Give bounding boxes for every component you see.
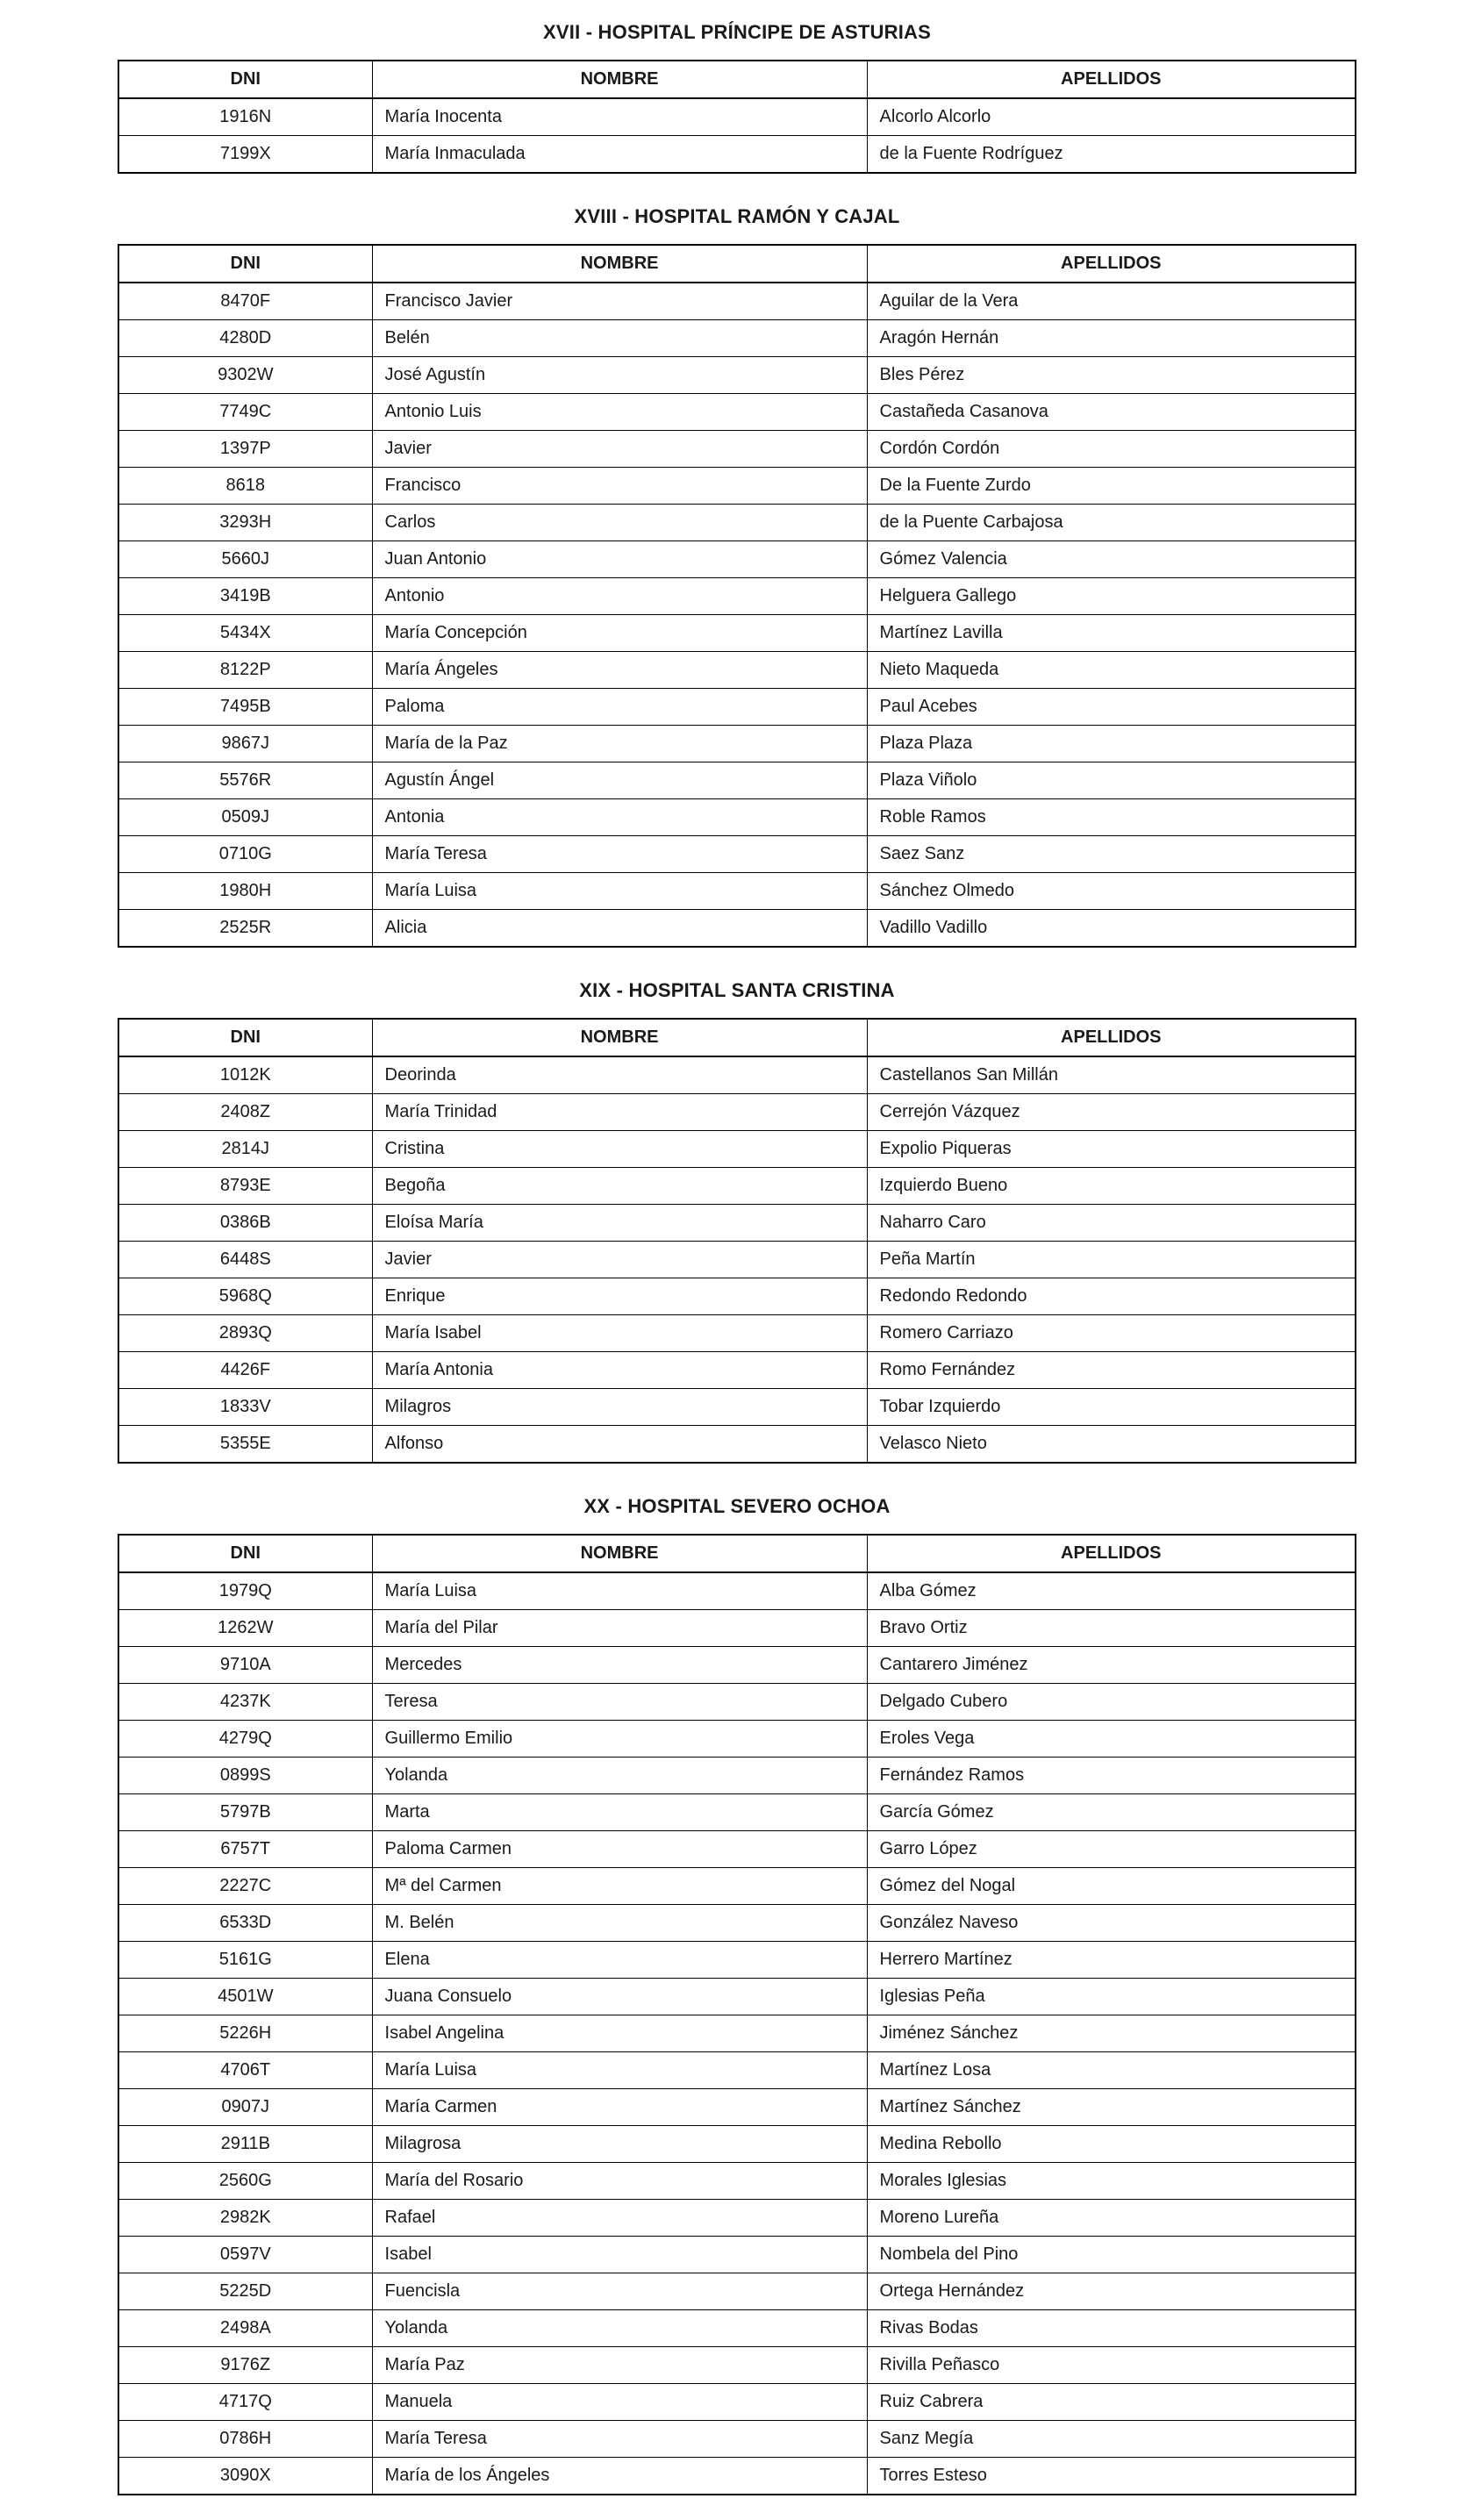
cell-dni: 1012K	[118, 1056, 372, 1094]
table-row	[118, 1352, 1356, 1389]
table-row	[118, 1794, 1356, 1831]
column-header-apellidos: APELLIDOS	[867, 61, 1356, 98]
cell-apellidos: Martínez Sánchez	[867, 2089, 1356, 2126]
cell-dni: 6448S	[118, 1242, 372, 1278]
cell-apellidos: Iglesias Peña	[867, 1979, 1356, 2015]
cell-nombre: M. Belén	[372, 1905, 867, 1942]
cell-apellidos: Ruiz Cabrera	[867, 2384, 1356, 2421]
cell-nombre: María Isabel	[372, 1315, 867, 1352]
cell-nombre: Belén	[372, 320, 867, 357]
column-header-dni: DNI	[118, 1019, 372, 1056]
cell-dni: 2408Z	[118, 1094, 372, 1131]
cell-dni: 6757T	[118, 1831, 372, 1868]
cell-nombre: Teresa	[372, 1684, 867, 1721]
cell-apellidos: Garro López	[867, 1831, 1356, 1868]
cell-nombre: Juan Antonio	[372, 541, 867, 578]
cell-dni: 4280D	[118, 320, 372, 357]
cell-apellidos: Aguilar de la Vera	[867, 283, 1356, 320]
table-row	[118, 2347, 1356, 2384]
cell-nombre: Milagros	[372, 1389, 867, 1426]
cell-nombre: Mercedes	[372, 1647, 867, 1684]
cell-dni: 9867J	[118, 726, 372, 762]
cell-dni: 5434X	[118, 615, 372, 652]
section-title: XIX - HOSPITAL SANTA CRISTINA	[579, 979, 895, 1001]
column-header-apellidos: APELLIDOS	[867, 1019, 1356, 1056]
section-title: XVIII - HOSPITAL RAMÓN Y CAJAL	[574, 205, 900, 227]
cell-apellidos: Delgado Cubero	[867, 1684, 1356, 1721]
cell-dni: 0509J	[118, 799, 372, 836]
column-header-dni: DNI	[118, 1535, 372, 1572]
cell-nombre: María Luisa	[372, 2052, 867, 2089]
hospital-section	[118, 21, 1356, 174]
table-row	[118, 689, 1356, 726]
cell-apellidos: Rivas Bodas	[867, 2310, 1356, 2347]
cell-nombre: María Luisa	[372, 873, 867, 910]
cell-apellidos: Peña Martín	[867, 1242, 1356, 1278]
cell-apellidos: Nombela del Pino	[867, 2237, 1356, 2273]
table-row	[118, 1868, 1356, 1905]
cell-nombre: Mª del Carmen	[372, 1868, 867, 1905]
table-row	[118, 320, 1356, 357]
cell-apellidos: González Naveso	[867, 1905, 1356, 1942]
table-row	[118, 2089, 1356, 2126]
table-row	[118, 652, 1356, 689]
table-row	[118, 799, 1356, 836]
cell-apellidos: Velasco Nieto	[867, 1426, 1356, 1464]
cell-dni: 2525R	[118, 910, 372, 948]
table-row	[118, 283, 1356, 320]
cell-nombre: Cristina	[372, 1131, 867, 1168]
cell-nombre: María Teresa	[372, 2421, 867, 2458]
table-row	[118, 1278, 1356, 1315]
cell-dni: 9176Z	[118, 2347, 372, 2384]
table-row	[118, 762, 1356, 799]
cell-apellidos: Paul Acebes	[867, 689, 1356, 726]
cell-nombre: María Ángeles	[372, 652, 867, 689]
cell-nombre: Isabel	[372, 2237, 867, 2273]
cell-apellidos: de la Puente Carbajosa	[867, 505, 1356, 541]
cell-apellidos: Plaza Viñolo	[867, 762, 1356, 799]
table-row	[118, 394, 1356, 431]
cell-dni: 2893Q	[118, 1315, 372, 1352]
cell-apellidos: Cantarero Jiménez	[867, 1647, 1356, 1684]
cell-apellidos: Alba Gómez	[867, 1572, 1356, 1610]
section-title: XVII - HOSPITAL PRÍNCIPE DE ASTURIAS	[543, 21, 931, 43]
header-row	[118, 1535, 1356, 1572]
cell-nombre: María de la Paz	[372, 726, 867, 762]
table-row	[118, 2015, 1356, 2052]
cell-dni: 9302W	[118, 357, 372, 394]
cell-nombre: Rafael	[372, 2200, 867, 2237]
cell-dni: 5226H	[118, 2015, 372, 2052]
document-page	[118, 0, 1356, 2520]
cell-nombre: Juana Consuelo	[372, 1979, 867, 2015]
column-header-nombre: NOMBRE	[372, 245, 867, 283]
cell-nombre: Isabel Angelina	[372, 2015, 867, 2052]
cell-dni: 5660J	[118, 541, 372, 578]
cell-nombre: Yolanda	[372, 1758, 867, 1794]
table-row	[118, 2237, 1356, 2273]
cell-nombre: María de los Ángeles	[372, 2458, 867, 2495]
table-row	[118, 1684, 1356, 1721]
cell-nombre: Javier	[372, 1242, 867, 1278]
cell-apellidos: Naharro Caro	[867, 1205, 1356, 1242]
table-row	[118, 1647, 1356, 1684]
table-row	[118, 1168, 1356, 1205]
table-row	[118, 136, 1356, 174]
cell-apellidos: Eroles Vega	[867, 1721, 1356, 1758]
cell-dni: 3090X	[118, 2458, 372, 2495]
cell-dni: 2498A	[118, 2310, 372, 2347]
table-row	[118, 1721, 1356, 1758]
table-row	[118, 2052, 1356, 2089]
table-row	[118, 2384, 1356, 2421]
column-header-dni: DNI	[118, 61, 372, 98]
cell-dni: 1980H	[118, 873, 372, 910]
cell-dni: 1397P	[118, 431, 372, 468]
cell-dni: 2560G	[118, 2163, 372, 2200]
personnel-table	[118, 1534, 1356, 2495]
cell-dni: 7749C	[118, 394, 372, 431]
cell-nombre: Manuela	[372, 2384, 867, 2421]
cell-apellidos: De la Fuente Zurdo	[867, 468, 1356, 505]
cell-apellidos: Izquierdo Bueno	[867, 1168, 1356, 1205]
column-header-apellidos: APELLIDOS	[867, 1535, 1356, 1572]
hospital-section	[118, 205, 1356, 948]
cell-nombre: María Concepción	[372, 615, 867, 652]
cell-nombre: Antonia	[372, 799, 867, 836]
cell-apellidos: Aragón Hernán	[867, 320, 1356, 357]
cell-dni: 8470F	[118, 283, 372, 320]
cell-dni: 4279Q	[118, 1721, 372, 1758]
cell-nombre: Antonio Luis	[372, 394, 867, 431]
header-row	[118, 1019, 1356, 1056]
cell-nombre: María Trinidad	[372, 1094, 867, 1131]
cell-nombre: Milagrosa	[372, 2126, 867, 2163]
cell-apellidos: de la Fuente Rodríguez	[867, 136, 1356, 174]
cell-dni: 2814J	[118, 1131, 372, 1168]
cell-dni: 4501W	[118, 1979, 372, 2015]
cell-nombre: Deorinda	[372, 1056, 867, 1094]
table-row	[118, 1572, 1356, 1610]
table-row	[118, 615, 1356, 652]
table-row	[118, 357, 1356, 394]
cell-nombre: Agustín Ángel	[372, 762, 867, 799]
cell-dni: 7495B	[118, 689, 372, 726]
table-row	[118, 2310, 1356, 2347]
table-row	[118, 1610, 1356, 1647]
table-row	[118, 1094, 1356, 1131]
table-row	[118, 2273, 1356, 2310]
cell-dni: 5968Q	[118, 1278, 372, 1315]
cell-nombre: Francisco	[372, 468, 867, 505]
cell-apellidos: Saez Sanz	[867, 836, 1356, 873]
cell-dni: 1262W	[118, 1610, 372, 1647]
cell-nombre: Eloísa María	[372, 1205, 867, 1242]
cell-apellidos: Sánchez Olmedo	[867, 873, 1356, 910]
cell-apellidos: Martínez Lavilla	[867, 615, 1356, 652]
cell-dni: 0786H	[118, 2421, 372, 2458]
column-header-apellidos: APELLIDOS	[867, 245, 1356, 283]
cell-apellidos: Tobar Izquierdo	[867, 1389, 1356, 1426]
column-header-nombre: NOMBRE	[372, 1535, 867, 1572]
table-row	[118, 2458, 1356, 2495]
cell-dni: 9710A	[118, 1647, 372, 1684]
table-row	[118, 2126, 1356, 2163]
table-row	[118, 1205, 1356, 1242]
cell-dni: 0899S	[118, 1758, 372, 1794]
table-row	[118, 1131, 1356, 1168]
cell-dni: 0597V	[118, 2237, 372, 2273]
cell-nombre: Marta	[372, 1794, 867, 1831]
cell-nombre: Antonio	[372, 578, 867, 615]
cell-nombre: María Antonia	[372, 1352, 867, 1389]
hospital-section	[118, 979, 1356, 1464]
table-row	[118, 2421, 1356, 2458]
table-row	[118, 431, 1356, 468]
section-title: XX - HOSPITAL SEVERO OCHOA	[583, 1495, 891, 1517]
cell-apellidos: Martínez Losa	[867, 2052, 1356, 2089]
cell-dni: 4717Q	[118, 2384, 372, 2421]
table-row	[118, 1315, 1356, 1352]
cell-apellidos: Cordón Cordón	[867, 431, 1356, 468]
personnel-table	[118, 1018, 1356, 1464]
cell-nombre: Alfonso	[372, 1426, 867, 1464]
table-row	[118, 1905, 1356, 1942]
cell-nombre: Yolanda	[372, 2310, 867, 2347]
cell-dni: 5161G	[118, 1942, 372, 1979]
cell-nombre: María Paz	[372, 2347, 867, 2384]
header-row	[118, 245, 1356, 283]
table-row	[118, 1758, 1356, 1794]
cell-nombre: Guillermo Emilio	[372, 1721, 867, 1758]
table-row	[118, 2200, 1356, 2237]
cell-nombre: María del Pilar	[372, 1610, 867, 1647]
table-row	[118, 2163, 1356, 2200]
cell-dni: 3293H	[118, 505, 372, 541]
cell-dni: 1916N	[118, 98, 372, 136]
cell-nombre: María Inmaculada	[372, 136, 867, 174]
cell-nombre: María del Rosario	[372, 2163, 867, 2200]
cell-nombre: Begoña	[372, 1168, 867, 1205]
cell-dni: 8793E	[118, 1168, 372, 1205]
cell-dni: 1833V	[118, 1389, 372, 1426]
cell-apellidos: Plaza Plaza	[867, 726, 1356, 762]
cell-nombre: Paloma Carmen	[372, 1831, 867, 1868]
cell-apellidos: Redondo Redondo	[867, 1278, 1356, 1315]
cell-dni: 5797B	[118, 1794, 372, 1831]
table-row	[118, 873, 1356, 910]
cell-nombre: José Agustín	[372, 357, 867, 394]
cell-apellidos: Fernández Ramos	[867, 1758, 1356, 1794]
table-row	[118, 98, 1356, 136]
cell-nombre: María Inocenta	[372, 98, 867, 136]
table-row	[118, 1389, 1356, 1426]
cell-dni: 2227C	[118, 1868, 372, 1905]
cell-apellidos: Roble Ramos	[867, 799, 1356, 836]
table-row	[118, 1426, 1356, 1464]
cell-dni: 6533D	[118, 1905, 372, 1942]
cell-apellidos: Rivilla Peñasco	[867, 2347, 1356, 2384]
cell-apellidos: Romero Carriazo	[867, 1315, 1356, 1352]
cell-dni: 0386B	[118, 1205, 372, 1242]
header-row	[118, 61, 1356, 98]
cell-dni: 5576R	[118, 762, 372, 799]
cell-dni: 0710G	[118, 836, 372, 873]
cell-apellidos: Cerrejón Vázquez	[867, 1094, 1356, 1131]
cell-apellidos: Nieto Maqueda	[867, 652, 1356, 689]
cell-dni: 1979Q	[118, 1572, 372, 1610]
table-row	[118, 1979, 1356, 2015]
cell-nombre: Fuencisla	[372, 2273, 867, 2310]
table-row	[118, 541, 1356, 578]
cell-apellidos: Moreno Lureña	[867, 2200, 1356, 2237]
cell-nombre: María Teresa	[372, 836, 867, 873]
personnel-table	[118, 60, 1356, 174]
table-row	[118, 505, 1356, 541]
cell-dni: 7199X	[118, 136, 372, 174]
cell-dni: 8618	[118, 468, 372, 505]
cell-apellidos: Torres Esteso	[867, 2458, 1356, 2495]
cell-dni: 4237K	[118, 1684, 372, 1721]
cell-dni: 5355E	[118, 1426, 372, 1464]
personnel-table	[118, 244, 1356, 948]
cell-dni: 0907J	[118, 2089, 372, 2126]
cell-nombre: María Carmen	[372, 2089, 867, 2126]
cell-apellidos: Helguera Gallego	[867, 578, 1356, 615]
table-row	[118, 836, 1356, 873]
cell-nombre: Alicia	[372, 910, 867, 948]
cell-dni: 5225D	[118, 2273, 372, 2310]
table-row	[118, 726, 1356, 762]
column-header-nombre: NOMBRE	[372, 1019, 867, 1056]
cell-dni: 3419B	[118, 578, 372, 615]
cell-apellidos: Romo Fernández	[867, 1352, 1356, 1389]
cell-apellidos: Castellanos San Millán	[867, 1056, 1356, 1094]
table-row	[118, 1831, 1356, 1868]
hospital-section	[118, 1495, 1356, 2495]
cell-apellidos: Medina Rebollo	[867, 2126, 1356, 2163]
table-row	[118, 1942, 1356, 1979]
table-row	[118, 578, 1356, 615]
table-row	[118, 1056, 1356, 1094]
cell-apellidos: Gómez Valencia	[867, 541, 1356, 578]
cell-apellidos: Sanz Megía	[867, 2421, 1356, 2458]
cell-nombre: Javier	[372, 431, 867, 468]
cell-nombre: Carlos	[372, 505, 867, 541]
cell-apellidos: Gómez del Nogal	[867, 1868, 1356, 1905]
cell-dni: 4706T	[118, 2052, 372, 2089]
cell-dni: 8122P	[118, 652, 372, 689]
cell-dni: 4426F	[118, 1352, 372, 1389]
table-row	[118, 468, 1356, 505]
cell-apellidos: Jiménez Sánchez	[867, 2015, 1356, 2052]
cell-apellidos: Castañeda Casanova	[867, 394, 1356, 431]
cell-nombre: Enrique	[372, 1278, 867, 1315]
cell-apellidos: Ortega Hernández	[867, 2273, 1356, 2310]
cell-apellidos: Expolio Piqueras	[867, 1131, 1356, 1168]
cell-apellidos: Herrero Martínez	[867, 1942, 1356, 1979]
cell-apellidos: Alcorlo Alcorlo	[867, 98, 1356, 136]
table-row	[118, 910, 1356, 948]
cell-nombre: Elena	[372, 1942, 867, 1979]
cell-apellidos: Morales Iglesias	[867, 2163, 1356, 2200]
table-row	[118, 1242, 1356, 1278]
cell-dni: 2911B	[118, 2126, 372, 2163]
cell-apellidos: Bles Pérez	[867, 357, 1356, 394]
cell-apellidos: García Gómez	[867, 1794, 1356, 1831]
cell-nombre: Francisco Javier	[372, 283, 867, 320]
column-header-dni: DNI	[118, 245, 372, 283]
cell-nombre: Paloma	[372, 689, 867, 726]
cell-dni: 2982K	[118, 2200, 372, 2237]
cell-apellidos: Vadillo Vadillo	[867, 910, 1356, 948]
cell-apellidos: Bravo Ortiz	[867, 1610, 1356, 1647]
cell-nombre: María Luisa	[372, 1572, 867, 1610]
column-header-nombre: NOMBRE	[372, 61, 867, 98]
